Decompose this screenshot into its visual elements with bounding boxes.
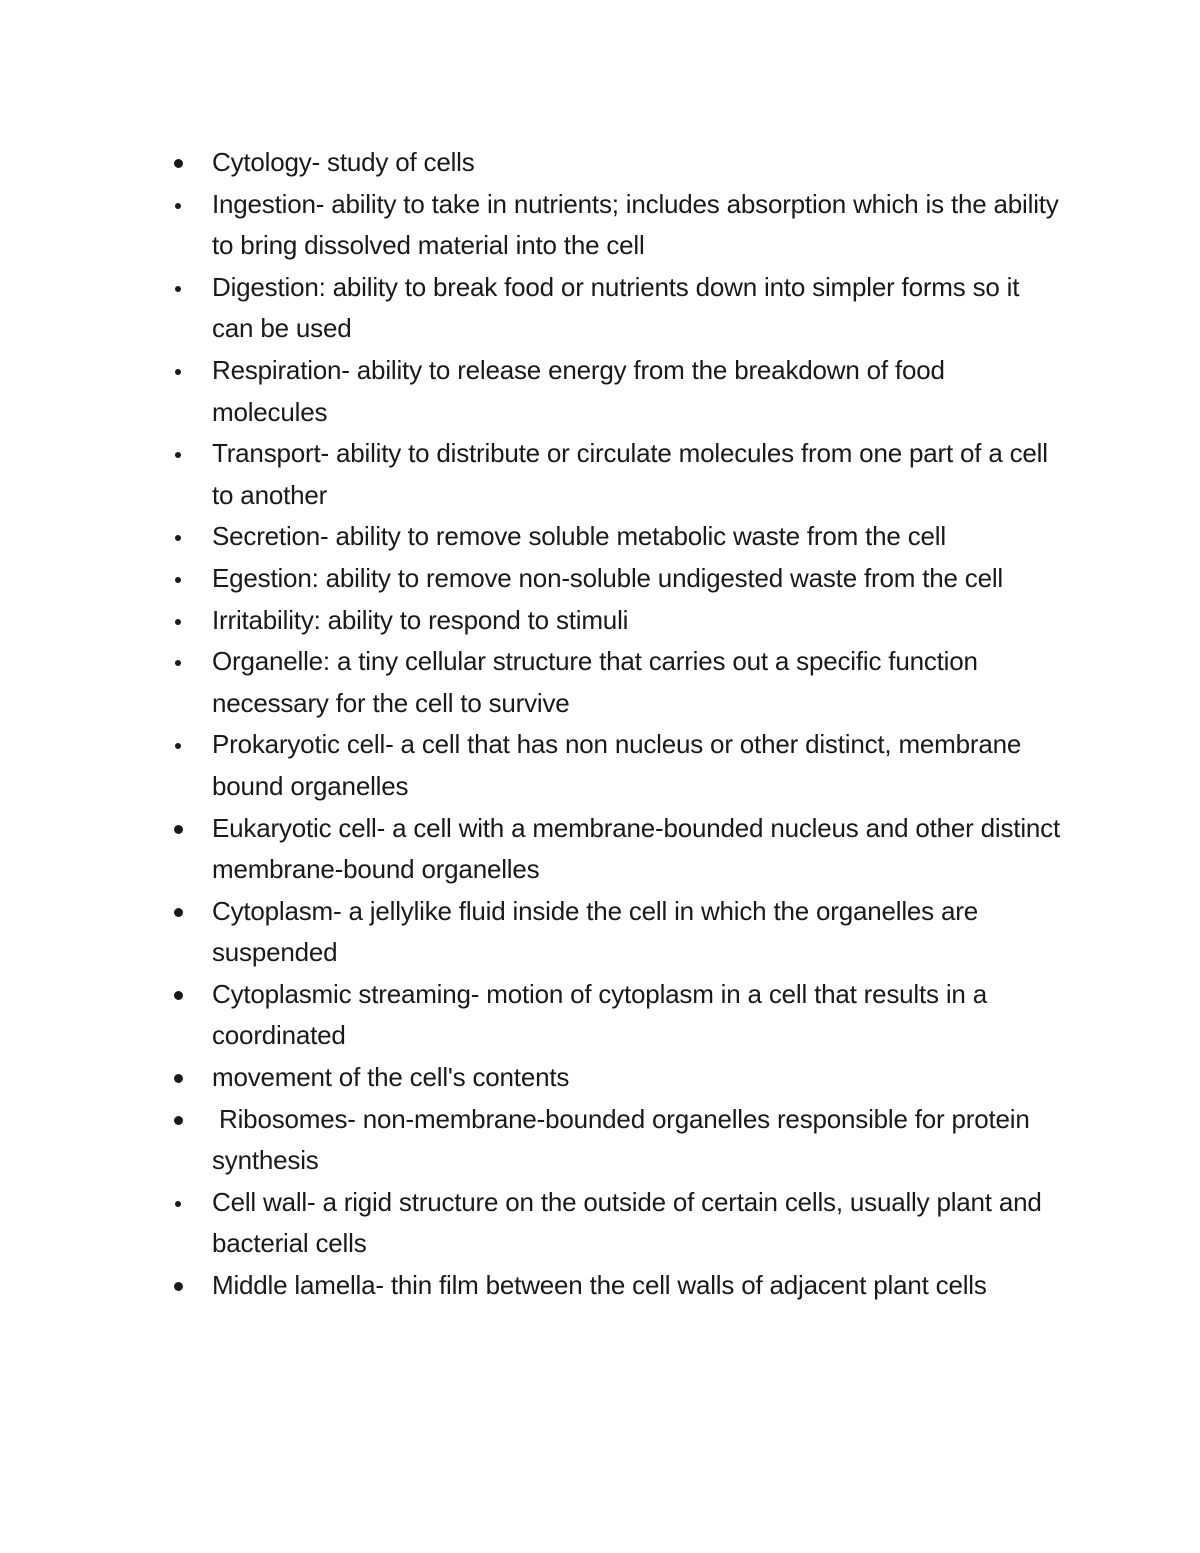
bullet-icon [174, 1265, 188, 1307]
list-item-text: Cytoplasm- a jellylike fluid inside the cell in which the organelles are suspended [212, 895, 986, 968]
bullet-icon [174, 974, 188, 1016]
list-item-text: Ingestion- ability to take in nutrients; includes absorption which is the ability to bring dissolved material into the cell [212, 188, 1066, 261]
list-item-text: Digestion: ability to break food or nutrients down into simpler forms so it can be used [212, 271, 1027, 344]
bullet-icon [174, 350, 188, 392]
bullet-icon [174, 1182, 188, 1224]
bullet-icon [174, 641, 188, 683]
list-item-text: Cell wall- a rigid structure on the outside of certain cells, usually plant and bacterial cells [212, 1186, 1049, 1259]
list-item [0, 1182, 1200, 1265]
bullet-icon [174, 516, 188, 558]
bullet-icon [174, 1057, 188, 1099]
list-item [0, 433, 1200, 516]
list-item-text: Irritability: ability to respond to stimuli [212, 604, 629, 635]
bullet-icon [174, 142, 188, 184]
list-item [0, 1057, 1200, 1099]
list-item [0, 1265, 1200, 1307]
list-item [0, 808, 1200, 891]
bullet-icon [174, 808, 188, 850]
list-item [0, 600, 1200, 642]
list-item [0, 641, 1200, 724]
list-item-text: Transport- ability to distribute or circulate molecules from one part of a cell to another [212, 438, 1055, 510]
list-item-text: Ribosomes- non-membrane-bounded organelles responsible for protein synthesis [212, 1103, 1037, 1176]
list-item [0, 891, 1200, 974]
bullet-icon [174, 267, 188, 309]
list-item-text: Secretion- ability to remove soluble metabolic waste from the cell [212, 521, 946, 552]
list-item-text: Middle lamella- thin film between the cell walls of adjacent plant cells [212, 1270, 987, 1301]
list-item [0, 516, 1200, 558]
definitions-list [0, 142, 1200, 1307]
list-item [0, 184, 1200, 267]
bullet-icon [174, 600, 188, 642]
bullet-icon [174, 184, 188, 226]
bullet-icon [174, 724, 188, 766]
list-item-text: Egestion: ability to remove non-soluble undigested waste from the cell [212, 562, 1003, 593]
list-item [0, 350, 1200, 433]
list-item-text: Cytoplasmic streaming- motion of cytoplasm in a cell that results in a coordinated [212, 978, 995, 1051]
list-item-text: Eukaryotic cell- a cell with a membrane-bounded nucleus and other distinct membrane-bound organelles [212, 812, 1068, 885]
bullet-icon [174, 891, 188, 933]
list-item-text: movement of the cell's contents [212, 1062, 570, 1093]
list-item [0, 142, 1200, 184]
bullet-icon [174, 558, 188, 600]
bullet-icon [174, 1099, 188, 1141]
list-item [0, 724, 1200, 807]
list-item [0, 558, 1200, 600]
list-item-text: Respiration- ability to release energy from the breakdown of food molecules [212, 354, 952, 427]
list-item [0, 974, 1200, 1057]
list-item-text: Organelle: a tiny cellular structure that carries out a specific function necessary for the cell to survive [212, 646, 985, 718]
bullet-icon [174, 433, 188, 475]
list-item [0, 1099, 1200, 1182]
list-item [0, 267, 1200, 350]
list-item-text: Prokaryotic cell- a cell that has non nucleus or other distinct, membrane bound organelles [212, 729, 1029, 801]
list-item-text: Cytology- study of cells [212, 147, 475, 177]
